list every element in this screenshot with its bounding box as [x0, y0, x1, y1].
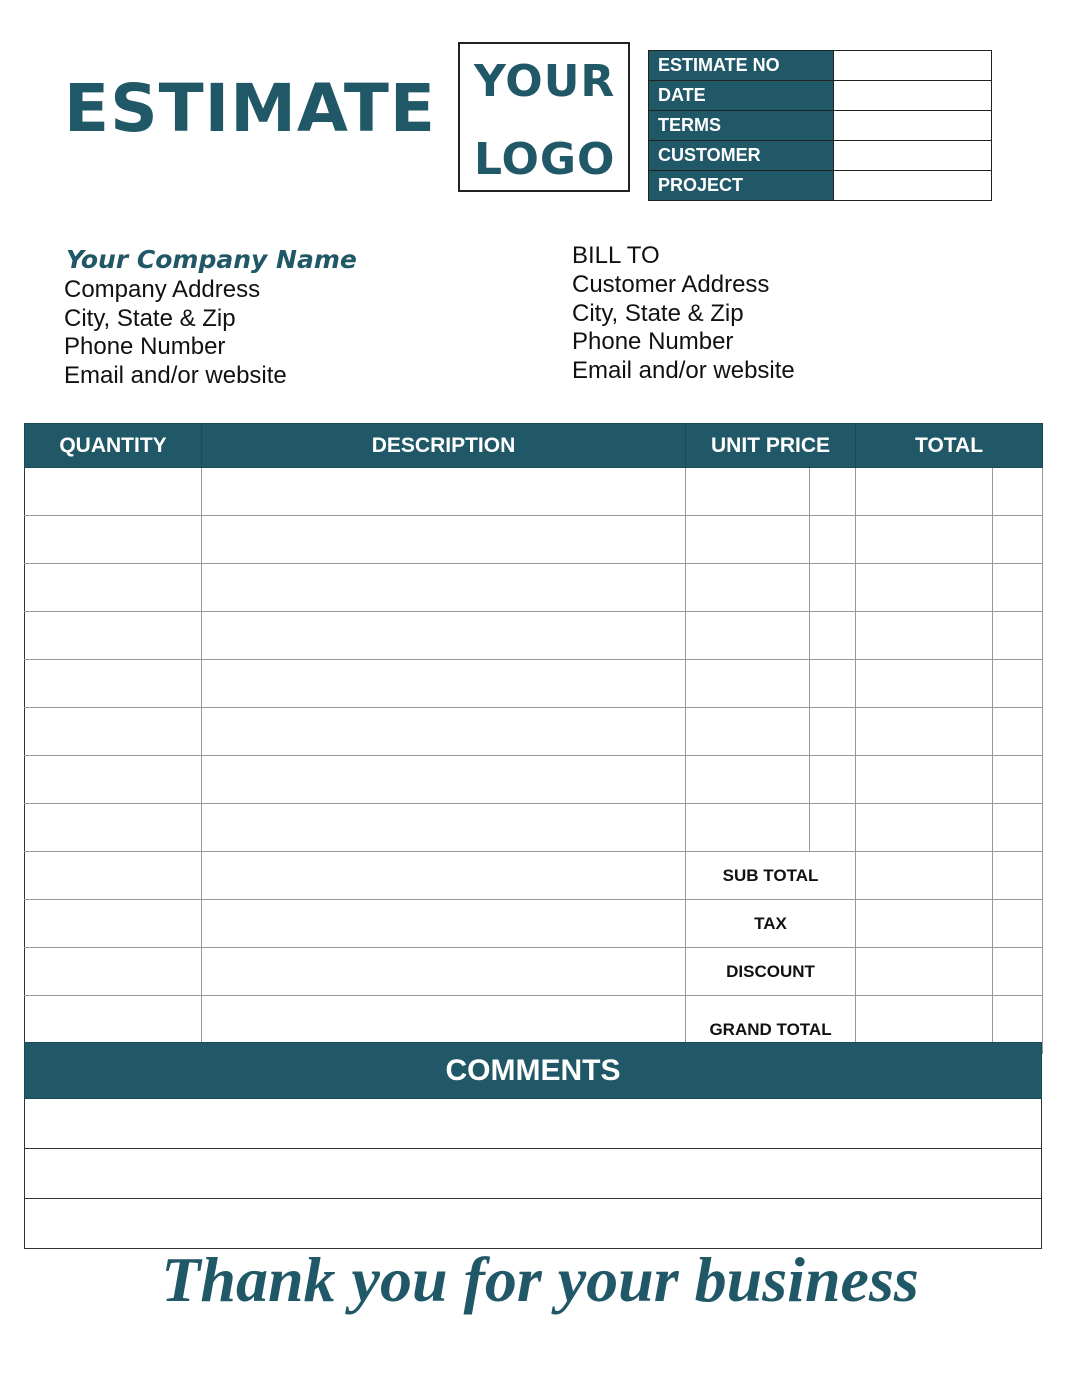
meta-row-project — [649, 171, 992, 201]
document-title: ESTIMATE — [64, 70, 436, 147]
unit-price-cents-cell[interactable] — [810, 516, 856, 564]
company-email: Email and/or website — [64, 361, 287, 389]
description-cell[interactable] — [202, 900, 686, 948]
meta-row-estimate-no — [649, 51, 992, 81]
total-cell[interactable] — [856, 708, 993, 756]
description-cell[interactable] — [202, 468, 686, 516]
description-cell[interactable] — [202, 804, 686, 852]
tax-cents[interactable] — [993, 900, 1043, 948]
quantity-cell[interactable] — [25, 660, 202, 708]
column-header-unit-price: UNIT PRICE — [686, 424, 856, 468]
quantity-cell[interactable] — [25, 516, 202, 564]
quantity-cell[interactable] — [25, 804, 202, 852]
total-cell[interactable] — [856, 612, 993, 660]
line-items-body — [25, 468, 1043, 1054]
total-cents-cell[interactable] — [993, 468, 1043, 516]
bill-to-heading: BILL TO — [572, 242, 660, 269]
discount-value[interactable] — [856, 948, 993, 996]
total-cents-cell[interactable] — [993, 756, 1043, 804]
subtotal-label: SUB TOTAL — [686, 852, 856, 900]
quantity-cell[interactable] — [25, 612, 202, 660]
company-info — [64, 245, 357, 390]
table-header-row — [25, 424, 1043, 468]
description-cell[interactable] — [202, 948, 686, 996]
unit-price-cents-cell[interactable] — [810, 804, 856, 852]
meta-label: PROJECT — [649, 171, 834, 201]
comments-heading: COMMENTS — [25, 1043, 1042, 1099]
meta-value-field[interactable] — [834, 171, 992, 201]
unit-price-cell[interactable] — [686, 660, 810, 708]
quantity-cell[interactable] — [25, 948, 202, 996]
total-cell[interactable] — [856, 660, 993, 708]
total-cents-cell[interactable] — [993, 708, 1043, 756]
company-name: Your Company Name — [66, 245, 357, 274]
meta-value-field[interactable] — [834, 141, 992, 171]
total-cents-cell[interactable] — [993, 804, 1043, 852]
description-cell[interactable] — [202, 516, 686, 564]
unit-price-cell[interactable] — [686, 756, 810, 804]
quantity-cell[interactable] — [25, 756, 202, 804]
company-phone: Phone Number — [64, 333, 226, 360]
total-cents-cell[interactable] — [993, 660, 1043, 708]
table-row — [25, 660, 1043, 708]
unit-price-cell[interactable] — [686, 516, 810, 564]
quantity-cell[interactable] — [25, 468, 202, 516]
total-cell[interactable] — [856, 564, 993, 612]
description-cell[interactable] — [202, 708, 686, 756]
discount-cents[interactable] — [993, 948, 1043, 996]
thank-you-message: Thank you for your business — [161, 1244, 919, 1315]
total-cents-cell[interactable] — [993, 516, 1043, 564]
unit-price-cents-cell[interactable] — [810, 756, 856, 804]
unit-price-cents-cell[interactable] — [810, 564, 856, 612]
comment-row — [25, 1099, 1042, 1149]
unit-price-cents-cell[interactable] — [810, 468, 856, 516]
meta-label: DATE — [649, 81, 834, 111]
description-cell[interactable] — [202, 660, 686, 708]
comments-header-row — [25, 1043, 1042, 1099]
meta-row-terms — [649, 111, 992, 141]
company-address: Company Address — [64, 276, 261, 303]
company-city-state-zip: City, State & Zip — [64, 304, 236, 332]
total-cell[interactable] — [856, 756, 993, 804]
comment-line-field[interactable] — [25, 1149, 1042, 1199]
comment-line-field[interactable] — [25, 1199, 1042, 1249]
quantity-cell[interactable] — [25, 900, 202, 948]
unit-price-cell[interactable] — [686, 804, 810, 852]
table-row — [25, 468, 1043, 516]
subtotal-value[interactable] — [856, 852, 993, 900]
estimate-meta-table — [648, 50, 992, 201]
meta-row-customer — [649, 141, 992, 171]
total-cents-cell[interactable] — [993, 612, 1043, 660]
meta-label: TERMS — [649, 111, 834, 141]
quantity-cell[interactable] — [25, 852, 202, 900]
unit-price-cell[interactable] — [686, 612, 810, 660]
unit-price-cell[interactable] — [686, 708, 810, 756]
meta-value-field[interactable] — [834, 81, 992, 111]
total-cell[interactable] — [856, 804, 993, 852]
summary-row-tax — [25, 900, 1043, 948]
description-cell[interactable] — [202, 564, 686, 612]
table-row — [25, 516, 1043, 564]
column-header-quantity: QUANTITY — [25, 424, 202, 468]
comments-table — [24, 1042, 1042, 1249]
logo-placeholder — [458, 42, 630, 192]
line-items-table — [24, 423, 1043, 1054]
table-row — [25, 612, 1043, 660]
customer-phone: Phone Number — [572, 328, 734, 355]
summary-row-subtotal — [25, 852, 1043, 900]
comment-row — [25, 1199, 1042, 1249]
discount-label: DISCOUNT — [686, 948, 856, 996]
meta-value-field[interactable] — [834, 51, 992, 81]
summary-row-discount — [25, 948, 1043, 996]
customer-city-state-zip: City, State & Zip — [572, 299, 744, 327]
meta-value-field[interactable] — [834, 111, 992, 141]
description-cell[interactable] — [202, 612, 686, 660]
bill-to-info — [572, 241, 795, 385]
logo-text-line-2: LOGO — [474, 134, 616, 185]
table-row — [25, 564, 1043, 612]
logo-text-line-1: YOUR — [474, 56, 616, 107]
unit-price-cents-cell[interactable] — [810, 612, 856, 660]
meta-row-date — [649, 81, 992, 111]
total-cents-cell[interactable] — [993, 564, 1043, 612]
unit-price-cell[interactable] — [686, 564, 810, 612]
quantity-cell[interactable] — [25, 564, 202, 612]
customer-email: Email and/or website — [572, 356, 795, 384]
tax-value[interactable] — [856, 900, 993, 948]
table-row — [25, 804, 1043, 852]
total-cell[interactable] — [856, 468, 993, 516]
subtotal-cents[interactable] — [993, 852, 1043, 900]
meta-label: ESTIMATE NO — [649, 51, 834, 81]
unit-price-cell[interactable] — [686, 468, 810, 516]
comment-line-field[interactable] — [25, 1099, 1042, 1149]
unit-price-cents-cell[interactable] — [810, 660, 856, 708]
comment-row — [25, 1149, 1042, 1199]
column-header-description: DESCRIPTION — [202, 424, 686, 468]
description-cell[interactable] — [202, 852, 686, 900]
unit-price-cents-cell[interactable] — [810, 708, 856, 756]
comments-body — [25, 1099, 1042, 1249]
table-row — [25, 708, 1043, 756]
table-row — [25, 756, 1043, 804]
meta-label: CUSTOMER — [649, 141, 834, 171]
customer-address: Customer Address — [572, 271, 770, 298]
column-header-total: TOTAL — [856, 424, 1043, 468]
grand-total-label: GRAND TOTAL — [686, 996, 856, 1054]
tax-label: TAX — [686, 900, 856, 948]
description-cell[interactable] — [202, 756, 686, 804]
total-cell[interactable] — [856, 516, 993, 564]
quantity-cell[interactable] — [25, 708, 202, 756]
